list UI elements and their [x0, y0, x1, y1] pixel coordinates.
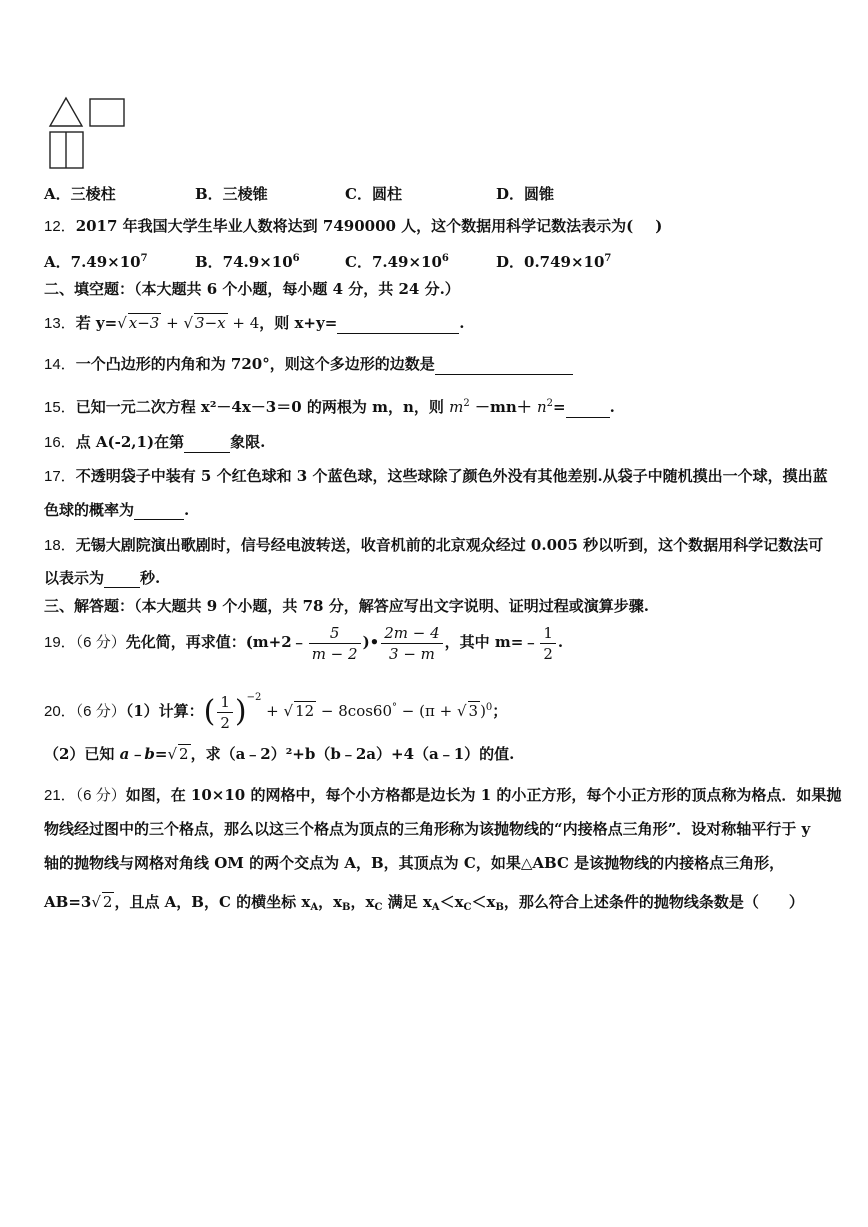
option-c: C．$7.49\times 10^6$ [345, 253, 449, 271]
question-18-line2: 以表示为 秒. [44, 569, 161, 587]
option-c: C．圆柱 [345, 185, 402, 203]
side-view-rectangle [90, 99, 124, 126]
section-2-heading: 二、填空题：（本大题共 6 个小题，每小题 4 分，共 24 分.） [44, 280, 460, 298]
question-17: 17．不透明袋子中装有 5 个红色球和 3 个蓝色球，这些球除了颜色外没有其他差别.从袋子中随机摸出一个球，摸出蓝 [44, 467, 828, 485]
option-d: D．圆锥 [496, 185, 555, 203]
question-21: 21．（6 分）如图，在 10×10 的网格中，每个小方格都是边长为 1 的小正方形，每个小正方形的顶点称为格点．如果抛 [44, 786, 842, 804]
question-13: 13．若 y=√ x−3 + √ 3−x + 4，则 x+y= . [44, 314, 465, 332]
question-16: 16．点 A(-2,1)在第 象限. [44, 433, 266, 451]
option-a: A．$7.49\times 10^7$ [44, 253, 148, 271]
question-21-line3: 轴的抛物线与网格对角线 OM 的两个交点为 A，B，其顶点为 C，如果△ABC 是该抛物线的内接格点三角形， [44, 854, 785, 872]
three-view-figure [44, 94, 130, 174]
option-b: B．$74.9\times 10^6$ [195, 253, 300, 271]
question-20-part-2: （2）已知 a﹣b=√ 2 ，求（a﹣2）²+b（b﹣2a）+4（a﹣1）的值. [44, 745, 515, 763]
question-21-line2: 物线经过图中的三个格点，那么以这三个格点为顶点的三角形称为该抛物线的“内接格点三角形”．设对称轴平行于 y [44, 820, 811, 838]
section-3-heading: 三、解答题：（本大题共 9 个小题，共 78 分，解答应写出文字说明、证明过程或演算步骤. [44, 597, 649, 615]
question-18: 18．无锡大剧院演出歌剧时，信号经电波转送，收音机前的北京观众经过 0.005 秒以听到，这个数据用科学记数法可 [44, 536, 824, 554]
question-15: 15．已知一元二次方程 x²－4x－3＝0 的两根为 m，n，则 $m^2 -mn+ n^2=$ . [44, 398, 615, 416]
question-21-line4: AB=3√ 2 ，且点 A，B，C 的横坐标 $x_A$，$x_B$，$x_C$ 满足 $x_A<x_C<x_B$，那么符合上述条件的抛物线条数是（ ） [44, 893, 804, 913]
option-b: B．三棱锥 [195, 185, 268, 203]
front-view-triangle [50, 98, 82, 126]
question-19: 19．（6 分）先化简，再求值：(m+2﹣ $\frac{5}{m - 2}$ )• $\frac{2m - 4}{3 - m}$ ，其中 m=﹣ $\frac{1}{2}$ . [44, 623, 564, 663]
question-12: 12．2017 年我国大学生毕业人数将达到 7490000 人，这个数据用科学记数法表示为( ) [44, 217, 663, 235]
option-a: A．三棱柱 [44, 185, 116, 203]
question-20: 20．（6 分）（1）计算：( $\frac{1}{2}$ )$^{-2}$ + √ 12 − 8cos60° − (π + √ 3 )$^0$； [44, 692, 508, 732]
option-d: D．$0.749\times 10^7$ [496, 253, 612, 271]
question-17-line2: 色球的概率为 . [44, 501, 190, 519]
question-14: 14．一个凸边形的内角和为 720°，则这个多边形的边数是 [44, 354, 573, 375]
